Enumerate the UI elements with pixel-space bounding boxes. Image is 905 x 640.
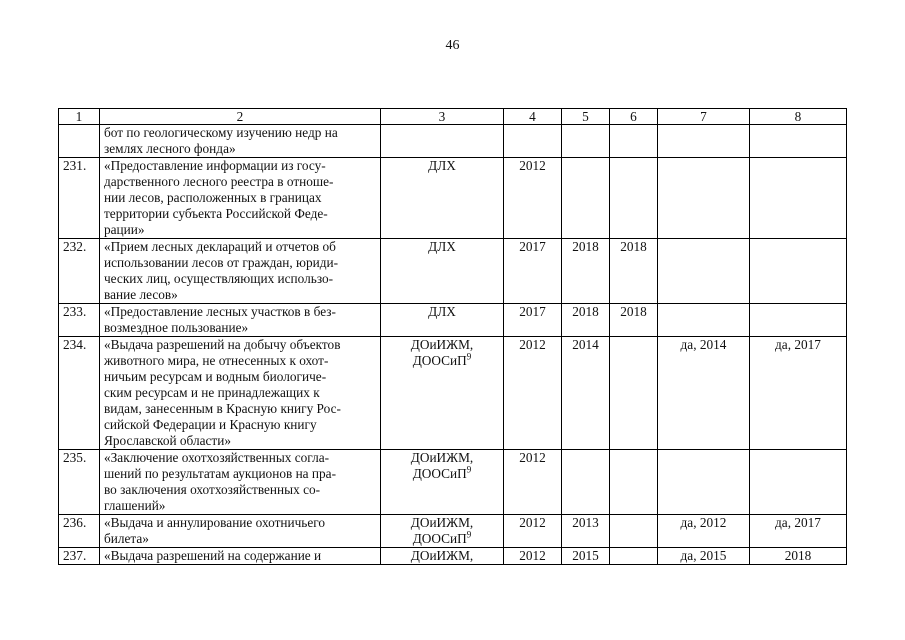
- description-line: билета»: [104, 531, 149, 546]
- description-line: животного мира, не отнесенных к охот-: [104, 353, 329, 368]
- department-name: ДООСиП: [412, 531, 467, 546]
- responsible-department: [381, 125, 504, 158]
- cell-c7: [658, 450, 750, 515]
- services-table: [58, 108, 847, 565]
- table-row: [59, 548, 847, 565]
- cell-c7: да, 2015: [658, 548, 750, 565]
- responsible-department: [381, 158, 504, 239]
- description-line: сийской Федерации и Красную книгу: [104, 417, 317, 432]
- table-row: [59, 450, 847, 515]
- cell-c7: [658, 304, 750, 337]
- row-number: 233.: [59, 304, 100, 337]
- cell-c5: 2015: [562, 548, 610, 565]
- column-header: 5: [562, 109, 610, 125]
- cell-c5: 2018: [562, 239, 610, 304]
- department-name: ДОиИЖМ,: [410, 337, 474, 352]
- service-description: [100, 158, 381, 239]
- cell-c6: 2018: [610, 239, 658, 304]
- description-line: возмездное пользование»: [104, 320, 249, 335]
- service-description: [100, 304, 381, 337]
- cell-c4: 2012: [504, 548, 562, 565]
- cell-c6: [610, 548, 658, 565]
- service-description: [100, 548, 381, 565]
- department-line: [385, 548, 499, 564]
- department-line: [385, 531, 499, 547]
- cell-c7: да, 2014: [658, 337, 750, 450]
- cell-c8: да, 2017: [750, 515, 847, 548]
- cell-c6: [610, 158, 658, 239]
- responsible-department: [381, 239, 504, 304]
- service-description: [100, 337, 381, 450]
- cell-c4: 2017: [504, 304, 562, 337]
- department-name: ДЛХ: [428, 304, 456, 319]
- department-line: [385, 353, 499, 369]
- department-line: [385, 239, 499, 255]
- description-line: Ярославской области»: [104, 433, 232, 448]
- description-line: «Предоставление лесных участков в без-: [104, 304, 336, 319]
- cell-c5: [562, 158, 610, 239]
- description-line: рации»: [104, 222, 145, 237]
- footnote-marker: 9: [466, 464, 472, 475]
- responsible-department: [381, 337, 504, 450]
- department-line: [385, 304, 499, 320]
- department-line: [385, 466, 499, 482]
- description-line: «Выдача разрешений на добычу объектов: [104, 337, 341, 352]
- page-number: 46: [445, 38, 460, 53]
- cell-c6: [610, 450, 658, 515]
- department-line: [385, 450, 499, 466]
- column-header: 4: [504, 109, 562, 125]
- cell-c4: 2012: [504, 515, 562, 548]
- cell-c5: 2013: [562, 515, 610, 548]
- description-line: землях лесного фонда»: [104, 141, 236, 156]
- responsible-department: [381, 450, 504, 515]
- footnote-marker: 9: [466, 529, 472, 540]
- column-header: 2: [100, 109, 381, 125]
- description-line: ским ресурсам и не принадлежащих к: [104, 385, 320, 400]
- description-line: глашений»: [104, 498, 166, 513]
- department-name: ДООСиП: [412, 353, 467, 368]
- column-header: 8: [750, 109, 847, 125]
- table-body: [59, 125, 847, 565]
- cell-c7: да, 2012: [658, 515, 750, 548]
- description-line: «Выдача разрешений на содержание и: [104, 548, 322, 563]
- description-line: ничьим ресурсам и водным биологиче-: [104, 369, 327, 384]
- department-name: ДОиИЖМ,: [410, 515, 474, 530]
- table-row: [59, 158, 847, 239]
- service-description: [100, 239, 381, 304]
- responsible-department: [381, 548, 504, 565]
- table-row: [59, 337, 847, 450]
- cell-c6: [610, 125, 658, 158]
- department-name: ДЛХ: [428, 239, 456, 254]
- description-line: видам, занесенным в Красную книгу Рос-: [104, 401, 341, 416]
- cell-c7: [658, 125, 750, 158]
- cell-c4: 2012: [504, 450, 562, 515]
- cell-c8: [750, 304, 847, 337]
- description-line: во заключения охотхозяйственных со-: [104, 482, 321, 497]
- description-line: «Выдача и аннулирование охотничьего: [104, 515, 326, 530]
- cell-c8: да, 2017: [750, 337, 847, 450]
- column-header: 6: [610, 109, 658, 125]
- row-number: 232.: [59, 239, 100, 304]
- department-line: [385, 515, 499, 531]
- cell-c8: [750, 158, 847, 239]
- description-line: вание лесов»: [104, 287, 178, 302]
- description-line: нии лесов, расположенных в границах: [104, 190, 322, 205]
- department-line: [385, 158, 499, 174]
- description-line: дарственного лесного реестра в отноше-: [104, 174, 334, 189]
- description-line: использовании лесов от граждан, юриди-: [104, 255, 339, 270]
- column-header: 7: [658, 109, 750, 125]
- cell-c8: 2018: [750, 548, 847, 565]
- row-number: 231.: [59, 158, 100, 239]
- description-line: «Предоставление информации из госу-: [104, 158, 326, 173]
- cell-c7: [658, 158, 750, 239]
- department-name: ДОиИЖМ,: [410, 548, 474, 563]
- column-header: 1: [59, 109, 100, 125]
- table-row: [59, 239, 847, 304]
- column-header: 3: [381, 109, 504, 125]
- table-row: [59, 304, 847, 337]
- description-line: «Прием лесных деклараций и отчетов об: [104, 239, 336, 254]
- description-line: территории субъекта Российской Феде-: [104, 206, 328, 221]
- cell-c4: 2012: [504, 158, 562, 239]
- cell-c5: [562, 125, 610, 158]
- description-line: бот по геологическому изучению недр на: [104, 125, 338, 140]
- footnote-marker: 9: [466, 351, 472, 362]
- service-description: [100, 125, 381, 158]
- row-number: 234.: [59, 337, 100, 450]
- department-name: ДОиИЖМ,: [410, 450, 474, 465]
- cell-c8: [750, 450, 847, 515]
- cell-c5: 2018: [562, 304, 610, 337]
- cell-c4: [504, 125, 562, 158]
- cell-c5: 2014: [562, 337, 610, 450]
- row-number: 237.: [59, 548, 100, 565]
- row-number: 235.: [59, 450, 100, 515]
- cell-c4: 2012: [504, 337, 562, 450]
- responsible-department: [381, 515, 504, 548]
- cell-c6: [610, 515, 658, 548]
- cell-c7: [658, 239, 750, 304]
- table-row: [59, 125, 847, 158]
- description-line: ческих лиц, осуществляющих использо-: [104, 271, 334, 286]
- department-name: ДООСиП: [412, 466, 467, 481]
- cell-c4: 2017: [504, 239, 562, 304]
- service-description: [100, 450, 381, 515]
- cell-c6: [610, 337, 658, 450]
- row-number: 236.: [59, 515, 100, 548]
- cell-c8: [750, 239, 847, 304]
- description-line: шений по результатам аукционов на пра-: [104, 466, 337, 481]
- responsible-department: [381, 304, 504, 337]
- department-name: ДЛХ: [428, 158, 456, 173]
- cell-c6: 2018: [610, 304, 658, 337]
- service-description: [100, 515, 381, 548]
- header-row: [59, 109, 847, 125]
- description-line: «Заключение охотхозяйственных согла-: [104, 450, 330, 465]
- row-number: [59, 125, 100, 158]
- table-row: [59, 515, 847, 548]
- department-line: [385, 337, 499, 353]
- cell-c5: [562, 450, 610, 515]
- cell-c8: [750, 125, 847, 158]
